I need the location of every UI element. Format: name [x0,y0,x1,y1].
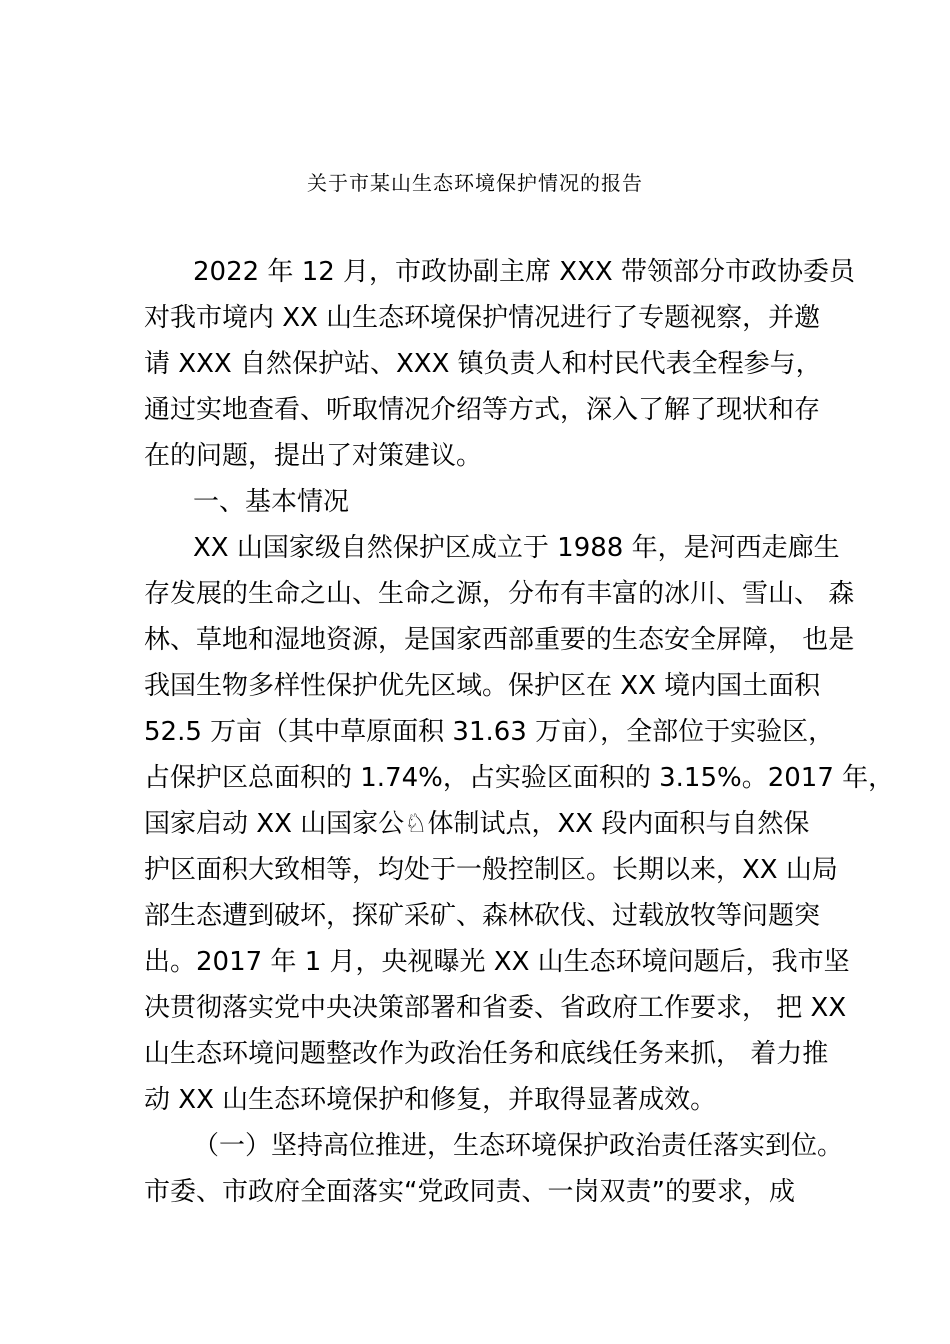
paragraph-line: 部生态遭到破坏，探矿采矿、森林砍伐、过载放牧等问题突 [144,901,821,931]
paragraph-line: 52.5 万亩（其中草原面积 31.63 万亩），全部位于实验区， [144,717,835,747]
paragraph-line: 国家启动 XX 山国家公♘体制试点，XX 段内面积与自然保 [144,809,810,839]
paragraph-line: 动 XX 山生态环境保护和修复，并取得显著成效。 [144,1085,717,1115]
paragraph-line: 出。2017 年 1 月，央视曝光 XX 山生态环境问题后，我市坚 [144,947,850,977]
paragraph-line: 对我市境内 XX 山生态环境保护情况进行了专题视察，并邀 [144,303,821,333]
subsection-heading: （一）坚持高位推进，生态环境保护政治责任落实到位。 [193,1131,844,1161]
paragraph-line: 请 XXX 自然保护站、XXX 镇负责人和村民代表全程参与， [144,349,822,379]
paragraph-line: 存发展的生命之山、生命之源，分布有丰富的冰川、雪山、 森 [144,579,855,609]
paragraph-line: 通过实地查看、听取情况介绍等方式，深入了解了现状和存 [144,395,821,425]
paragraph-line: 我国生物多样性保护优先区域。保护区在 XX 境内国土面积 [144,671,821,701]
paragraph-line: 2022 年 12 月，市政协副主席 XXX 带领部分市政协委员 [193,257,856,287]
paragraph-line: 决贯彻落实党中央决策部署和省委、省政府工作要求， 把 XX [144,993,847,1023]
paragraph-line: 在的问题，提出了对策建议。 [144,441,483,471]
paragraph-line: 护区面积大致相等，均处于一般控制区。长期以来，XX 山局 [144,855,838,885]
paragraph-line: 占保护区总面积的 1.74%，占实验区面积的 3.15%。2017 年， [144,763,895,793]
document-title: 关于市某山生态环境保护情况的报告 [307,171,643,195]
section-heading: 一、基本情况 [193,487,350,517]
paragraph-line: 市委、市政府全面落实“党政同责、一岗双责”的要求，成 [144,1177,795,1207]
paragraph-line: 山生态环境问题整改作为政治任务和底线任务来抓， 着力推 [144,1039,829,1069]
paragraph-line: XX 山国家级自然保护区成立于 1988 年，是河西走廊生 [193,533,840,563]
paragraph-line: 林、草地和湿地资源，是国家西部重要的生态安全屏障， 也是 [144,625,855,655]
